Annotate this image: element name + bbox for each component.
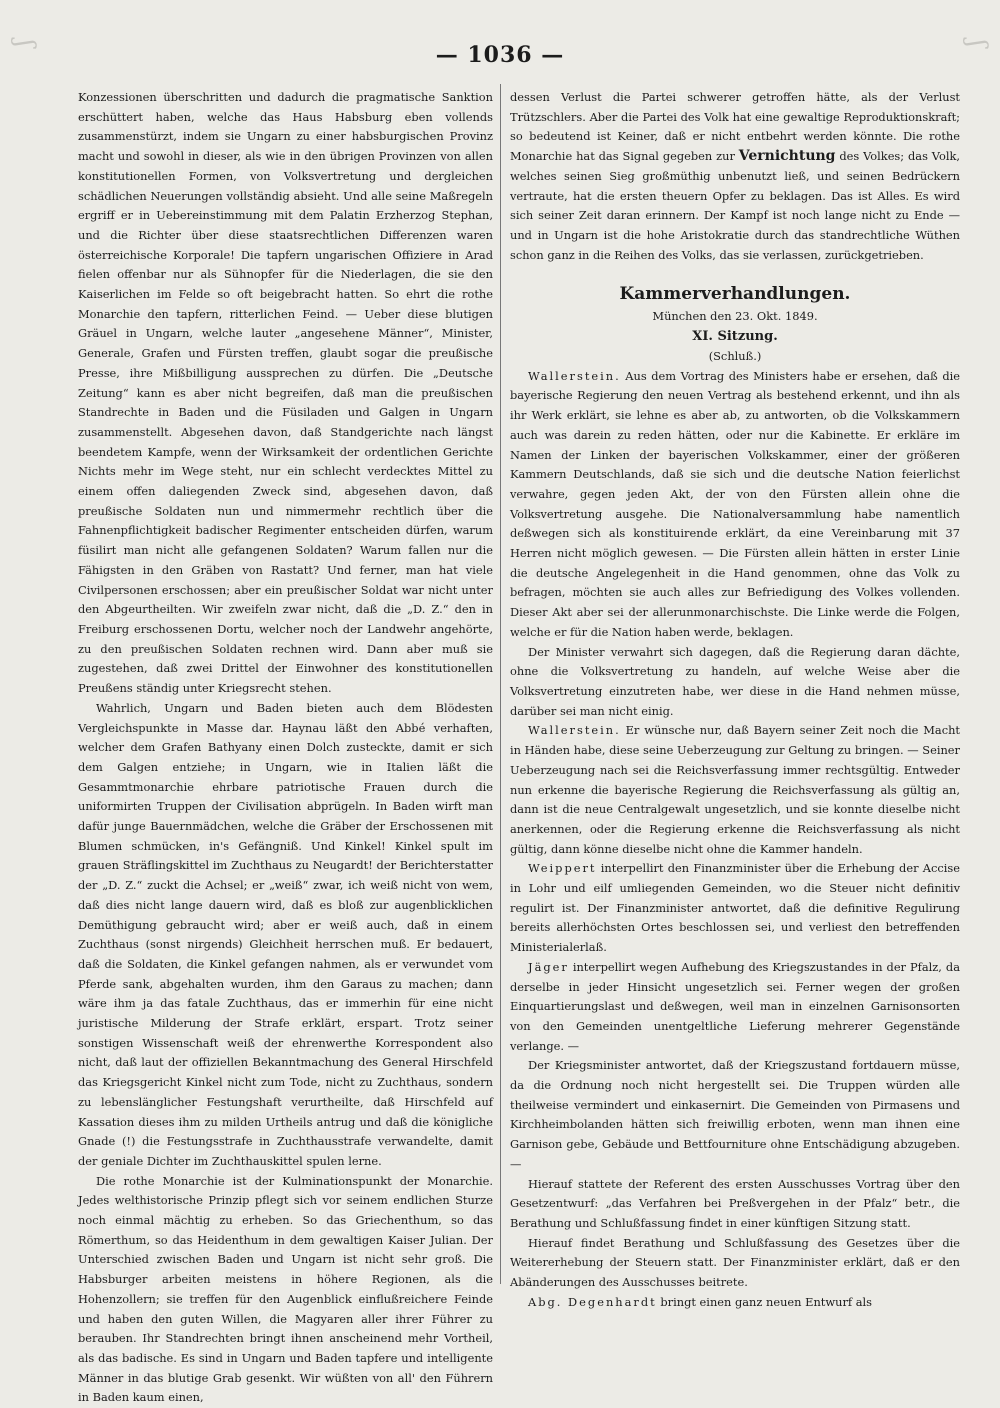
speaker-name: Abg. Degenhardt [528, 1294, 657, 1309]
report-paragraph-9 [510, 1293, 960, 1313]
left-paragraph-2: Wahrlich, Ungarn und Baden bieten auch dem Blödesten Vergleichspunkte in Masse dar. Haynau läßt den Abbé verhaften, welcher dem Grafen Bathyany einen Dolch zusteckte, damit er sich dem Galgen entziehe; in Ungarn, wie in Italien läßt die Gesammtmonarchie ehrbare patriotische Frauen durch die uniformirten Truppen der Civilisation abprügeln. In Baden wirft man dafür junge Bauernmädchen, welche die Gräber der Erschossenen mit Blumen schmücken, in's Gefängniß. Und Kinkel! Kinkel spult im grauen Sträflingskittel im Zuchthaus zu Neugardt! der Berichterstatter der „D. Z.“ zuckt die Achsel; er „weiß“ zwar, ich weiß nicht von wem, daß dies nicht lange dauern wird, daß es bloß zur augenblicklichen Demüthigung gebraucht wird; aber er weiß auch, daß in einem Zuchthaus (sonst nirgends) Gleichheit herrschen muß. Er bedauert, daß die Soldaten, die Kinkel gefangen nahmen, als er verwundet vom Pferde sank, abgehalten wurden, ihm den Garaus zu machen; dann wäre ihm ja das fatale Zuchthaus, das er immerhin für eine nicht juristische Milderung der Strafe erklärt, erspart. Trotz seiner sonstigen Wissenschaft weiß der ehrenwerthe Korrespondent also nicht, daß laut der offiziellen Bekanntmachung des General Hirschfeld das Kriegsgericht Kinkel nicht zum Tode, nicht zu Zuchthaus, sondern zu lebenslänglicher Festungshaft verurtheilte, daß Hirschfeld auf Kassation dieses ihm zu milden Urtheils antrug und daß die königliche Gnade (!) die Festungsstrafe in Zuchthausstrafe verwandelte, damit der geniale Dichter im Zuchthauskittel spulen lerne. [78, 700, 493, 1168]
schluss-note: (Schluß.) [708, 349, 762, 364]
paragraph-text: interpellirt den Finanzminister über die Erhebung der Accise in Lohr und eilf umliegenden Gemeinden, wo die Steuer nicht definitiv regulirt ist. Der Finanzminister antwortet, daß die definitive Regulirung bereits allerhöchsten Ortes beschlossen sei, und verliest den betreffenden Ministerialerlaß. [510, 861, 960, 955]
report-paragraph-8 [510, 1234, 960, 1293]
report-paragraph-5 [510, 958, 960, 1057]
paragraph-text: interpellirt wegen Aufhebung des Kriegszustandes in der Pfalz, da derselbe in jeder Hinsicht ungesetzlich sei. Ferner wegen der großen Einquartierungslast und deßwegen, weil man in einzelnen Garnisonsorten von den Gemeinden unentgeltliche Lieferung mehrerer Gegenstände verlange. — [510, 959, 960, 1053]
left-paragraph-3: Die rothe Monarchie ist der Kulminationspunkt der Monarchie. Jedes welthistorische Prinzip pflegt sich vor seinem endlichen Sturze noch einmal mächtig zu erheben. So das Griechenthum, so das Römerthum, so das Heidenthum in dem gewaltigen Kaiser Julian. Der Unterschied zwischen Baden und Ungarn ist nicht sehr groß. Die Habsburger arbeiten meistens in höhere Regionen, als die Hohenzollern; sie treffen für den Augenblick einflußreichere Feinde und haben den guten Willen, die Magyaren aller ihrer Führer zu berauben. Ihr Standrechten bringt ihnen anscheinend mehr Vortheil, als das badische. Es sind in Ungarn und Baden tapfere und intelligente Männer in das blutige Grab gesenkt. Wir wüßten von all' den Führern in Baden kaum einen, [78, 1173, 493, 1405]
report-paragraph-1 [510, 367, 960, 643]
speaker-name: Weippert [528, 861, 597, 876]
paragraph-text: Hierauf stattete der Referent des ersten Ausschusses Vortrag über den Gesetzentwurf: „das Verfahren bei Preßvergehen in der Pfalz“ betr., die Berathung und Schlußfassung findet in einer künftigen Sitzung statt. [510, 1176, 960, 1230]
edge-watermark-left: ʃ [10, 40, 40, 48]
left-column [78, 88, 493, 1408]
page-number: — 1036 — [435, 42, 565, 68]
paragraph-text: Aus dem Vortrag des Ministers habe er ersehen, daß die bayerische Regierung den neuen Vertrag als bestehend erkennt, und ihn als ihr Werk erklärt, sie lehne es aber ab, zu antworten, ob die Volkskammern auch was darein zu reden hätten, oder nur die Kabinette. Er erkläre im Namen der Linken der bayerischen Volkskammer, einer der größeren Kammern Deutschlands, daß sie sich und die deutsche Nation feierlichst verwahre, gegen jeden Akt, der von den Fürsten allein ohne die Volksvertretung ausgehe. Die Nationalversammlung habe namentlich deßwegen sich als konstituirende erklärt, da eine Vereinbarung mit 37 Herren nicht möglich gewesen. — Die Fürsten allein hätten in erster Linie die deutsche Angelegenheit in die Hand genommen, ohne das Volk zu befragen, möchten sie auch alles zur Befriedigung des Volkes vollenden. Dieser Akt aber sei der allerunmonarchischste. Die Linke werde die Folgen, welche er für die Nation haben werde, beklagen. [510, 368, 960, 639]
opening-text-after: des Volkes; das Volk, welches seinen Sieg großmüthig unbenutzt ließ, und seinen Bedrückern vertraute, hat die ersten theuern Opfer zu beklagen. Das ist Alles. Es wird sich seiner Zeit daran erinnern. Der Kampf ist noch lange nicht zu Ende — und in Ungarn ist die hohe Aristokratie durch das standrechtliche Wüthen schon ganz in die Reihen des Volks, das sie verlassen, zurückgetrieben. [510, 149, 960, 262]
right-column [510, 88, 960, 1312]
sitzung-heading: XI. Sitzung. [692, 329, 778, 345]
speaker-name: Jäger [528, 959, 569, 974]
paragraph-text: Der Kriegsminister antwortet, daß der Kriegszustand fortdauern müsse, da die Ordnung noch nicht hergestellt sei. Die Truppen würden alle theilweise vermindert und einkasernirt. Die Gemeinden von Pirmasens und Kirchheimbolanden hätten sich freiwillig erboten, wenn man ihnen eine Garnison gebe, Gebäude und Bettfourniture ohne Entschädigung abzugeben. — [510, 1058, 960, 1171]
paragraph-text: Hierauf findet Berathung und Schlußfassung des Gesetzes über die Weitererhebung der Steuern statt. Der Finanzminister erklärt, daß er den Abänderungen des Ausschusses beitrete. [510, 1235, 960, 1290]
report-paragraph-3 [510, 721, 960, 859]
right-opening-paragraph [510, 88, 960, 265]
opening-text-before: dessen Verlust die Partei schwerer getroffen hätte, als der Verlust Trützschlers. Aber die Partei des Volk hat eine gewaltige Reproduktionskraft; so bedeutend ist Keiner, daß er nicht entbehrt werden könnte. Die rothe Monarchie hat das Signal gegeben zur [510, 90, 960, 164]
dateline: München den 23. Okt. 1849. [652, 309, 818, 324]
paragraph-text: Der Minister verwahrt sich dagegen, daß die Regierung daran dächte, ohne die Volksvertretung zu handeln, auf welche Weise aber die Volksvertretung einzutreten habe, wer diese in die Hand nehmen müsse, darüber sei man nicht einig. [510, 644, 960, 718]
report-paragraph-7 [510, 1175, 960, 1234]
report-paragraph-4 [510, 859, 960, 958]
paragraph-text: bringt einen ganz neuen Entwurf als [656, 1294, 873, 1309]
paragraph-text: Er wünsche nur, daß Bayern seiner Zeit noch die Macht in Händen habe, diese seine Ueberzeugung zur Geltung zu bringen. — Seiner Ueberzeugung nach sei die Reichsverfassung immer rechtsgültig. Entweder nun erkenne die bayerische Regierung die Reichsverfassung als gültig an, dann ist die neue Centralgewalt ungesetzlich, und sie konnte dieselbe nicht anerkennen, oder die Regierung erkenne die Reichsverfassung als nicht gültig, dann könne dieselbe nicht ohne die Kammer handeln. [510, 723, 960, 856]
speaker-name: Wallerstein. [528, 723, 621, 738]
vernichtung-word: Vernichtung [738, 148, 836, 165]
left-paragraph-1: Konzessionen überschritten und dadurch die pragmatische Sanktion erschüttert haben, welche das Haus Habsburg eben vollends zusammenstürzt, indem sie Ungarn zu einer habsburgischen Provinz macht und sowohl in dieser, als wie in den übrigen Provinzen von allen konstitutionellen Formen, von Volksvertretung und dergleichen schädlichen Neuerungen vollständig absieht. Und alle seine Maßregeln ergriff er in Uebereinstimmung mit dem Palatin Erzherzog Stephan, und die Richter über diese staatsrechtlichen Differenzen waren österreichische Korporale! Die tapfern ungarischen Offiziere in Arad fielen offenbar nur als Sühnopfer für die Niederlagen, die sie den Kaiserlichen im Felde so oft beigebracht hatten. So ehrt die rothe Monarchie den tapfern, ritterlichen Feind. — Ueber diese blutigen Gräuel in Ungarn, welche lauter „angesehene Männer“, Minister, Generale, Grafen und Fürsten treffen, glaubt sogar die preußische Presse, ihre Mißbilligung aussprechen zu dürfen. Die „Deutsche Zeitung“ kann es aber nicht begreifen, daß man die preußischen Standrechte in Baden und die Füsiladen und Galgen in Ungarn zusammenstellt. Abgesehen davon, daß Standgerichte nach längst beendetem Kampfe, wenn der Wirksamkeit der ordentlichen Gerichte Nichts mehr im Wege steht, nur ein schlecht verdecktes Mittel zu einem offen daliegenden Zweck sind, abgesehen davon, daß preußische Soldaten nun und nimmermehr rechtlich über die Fahnenpflichtigkeit badischer Regimenter entscheiden dürfen, warum füsilirt man nicht alle gefangenen Soldaten? Warum fallen nur die Fähigsten in den Gräben von Rastatt? Und ferner, man hat viele Civilpersonen erschossen; aber ein preußischer Soldat war nicht unter den Abgeurtheilten. Wir zweifeln zwar nicht, daß die „D. Z.“ den in Freiburg erschossenen Dortu, welcher noch der Landwehr angehörte, zu den preußischen Soldaten rechnen wird. Dann aber muß sie zugestehen, daß zwei Drittel der Einwohner des konstitutionellen Preußens ständig unter Kriegsrecht stehen. [78, 90, 493, 696]
section-title: Kammerverhandlungen. [619, 284, 851, 305]
edge-watermark-right: ʃ [962, 40, 992, 48]
speaker-name: Wallerstein. [528, 368, 621, 383]
column-divider [500, 84, 501, 1284]
report-paragraph-6 [510, 1056, 960, 1174]
report-paragraph-2 [510, 643, 960, 722]
